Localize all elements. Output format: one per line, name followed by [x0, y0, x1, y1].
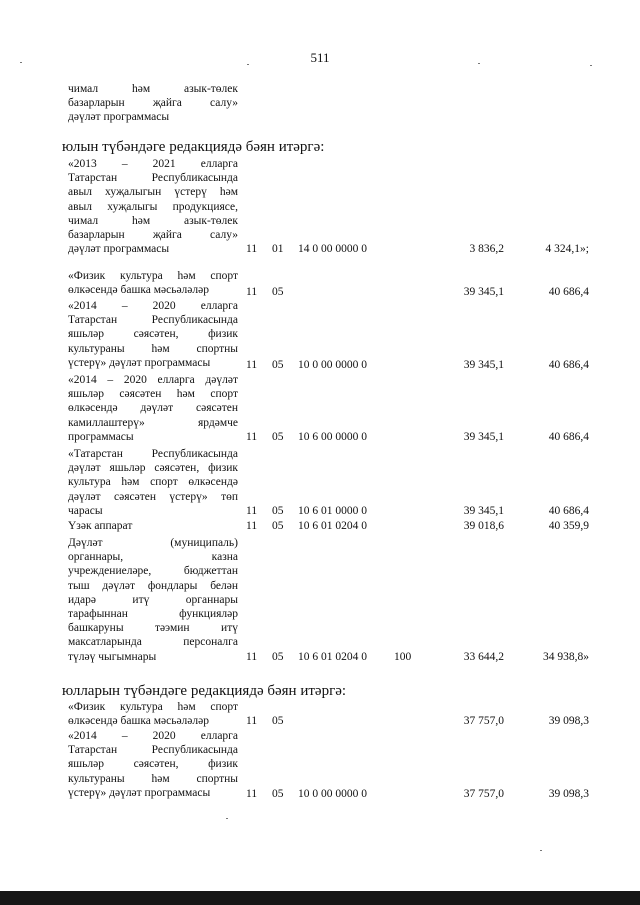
text-line: тарафыннан функцияләр [68, 608, 238, 621]
text-line: «2014 – 2020 елларга дәүләт [68, 374, 238, 386]
amount-year-1: 33 644,2 [463, 651, 504, 663]
text-line: дәүләт сәясәтен үстерү» төп [68, 490, 238, 503]
text-line: чарасы [68, 504, 103, 517]
scan-speck [226, 818, 228, 819]
table-row [0, 504, 640, 518]
section-code: 11 [246, 651, 258, 663]
amount-year-2: 39 098,3 [548, 788, 589, 800]
text-line: Үзәк аппарат [68, 520, 133, 532]
subsection-code: 05 [272, 520, 284, 532]
section2-item-6-name [68, 536, 238, 664]
text-line: программасы [68, 430, 134, 443]
target-article-code: 10 0 00 0000 0 [298, 359, 367, 371]
text-line: Татарстан Республикасында [68, 172, 238, 185]
section-heading-1: юлын түбәндәге редакциядә бәян итәргә: [62, 139, 325, 155]
text-line: өлкәсендә башка мәсьәләләр [68, 715, 209, 728]
subsection-code: 05 [272, 788, 284, 800]
amount-year-2: 4 324,1»; [545, 243, 589, 255]
table-row [0, 714, 640, 728]
text-line: авыл хуҗалыгы продукциясе, [68, 200, 238, 213]
table-row [0, 358, 640, 372]
amount-year-1: 39 345,1 [463, 431, 504, 443]
text-line: «Татарстан Республикасында [68, 448, 238, 460]
section-code: 11 [246, 788, 258, 800]
text-line: авыл хуҗалыгын үстерү һәм [68, 186, 238, 199]
text-line: дәүләт яшьләр сәясәтен, физик [68, 462, 238, 475]
text-line: органнары, казна [68, 551, 238, 564]
text-line: идарә итү органнары [68, 593, 238, 606]
text-line: «2014 – 2020 елларга [68, 730, 238, 742]
text-line: яшьләр сәясәтен, физик [68, 758, 238, 771]
text-line: чимал һәм азык-төлек [68, 214, 238, 227]
target-article-code: 10 6 01 0000 0 [298, 505, 367, 517]
text-line: дәүләт программасы [68, 111, 170, 124]
section-heading-2: юлларын түбәндәге редакциядә бәян итәргә: [62, 683, 347, 699]
text-line: түләү чыгымнары [68, 650, 157, 663]
text-line: Дәүләт (муниципаль) [68, 537, 238, 549]
table-row [0, 242, 640, 256]
section-code: 11 [246, 359, 258, 371]
scan-bottom-edge [0, 891, 640, 905]
text-line: тыш дәүләт фондлары белән [68, 579, 238, 592]
text-line: «2013 – 2021 елларга [68, 158, 238, 170]
text-line: культураны һәм спортны [68, 772, 238, 785]
section-code: 11 [246, 520, 258, 532]
subsection-code: 05 [272, 431, 284, 443]
text-line: чимал һәм азык-төлек [68, 83, 238, 95]
section-code: 11 [246, 286, 258, 298]
text-line: Татарстан Республикасында [68, 744, 238, 757]
text-line: өлкәсендә дәүләт сәясәтен [68, 402, 238, 415]
amount-year-2: 39 098,3 [548, 715, 589, 727]
table-row [0, 519, 640, 533]
section-code: 11 [246, 243, 258, 255]
subsection-code: 05 [272, 715, 284, 727]
amount-year-2: 40 686,4 [548, 286, 589, 298]
text-line: культура һәм спорт өлкәсендә [68, 476, 238, 489]
target-article-code: 14 0 00 0000 0 [298, 243, 367, 255]
amount-year-2: 40 686,4 [548, 431, 589, 443]
amount-year-1: 39 345,1 [463, 286, 504, 298]
expense-type-code: 100 [394, 651, 412, 663]
text-line: башкаруны тәэмин итү [68, 622, 238, 635]
subsection-code: 01 [272, 243, 284, 255]
section-code: 11 [246, 431, 258, 443]
section-code: 11 [246, 505, 258, 517]
text-line: «Физик культура һәм спорт [68, 701, 238, 713]
text-line: Татарстан Республикасында [68, 314, 238, 327]
table-row [0, 787, 640, 801]
scan-speck [247, 64, 249, 65]
target-article-code: 10 0 00 0000 0 [298, 788, 367, 800]
text-line: камиллаштерү» ярдәмче [68, 416, 238, 429]
amount-year-2: 34 938,8» [543, 651, 589, 663]
text-line: культураны һәм спортны [68, 342, 238, 355]
table-row [0, 430, 640, 444]
amount-year-1: 3 836,2 [469, 243, 504, 255]
text-line: үстерү» дәүләт программасы [68, 786, 211, 799]
amount-year-2: 40 686,4 [548, 359, 589, 371]
amount-year-1: 39 345,1 [463, 505, 504, 517]
text-line: базарларын җайга салу» [68, 229, 238, 242]
target-article-code: 10 6 01 0204 0 [298, 520, 367, 532]
target-article-code: 10 6 01 0204 0 [298, 651, 367, 663]
scan-speck [540, 850, 542, 851]
text-line: «2014 – 2020 елларга [68, 300, 238, 312]
text-line: максатларында персоналга [68, 636, 238, 649]
text-line: яшьләр сәясәтен, физик [68, 328, 238, 341]
text-line: «Физик культура һәм спорт [68, 270, 238, 282]
amount-year-1: 39 018,6 [463, 520, 504, 532]
page-number: 511 [310, 50, 330, 65]
target-article-code: 10 6 00 0000 0 [298, 431, 367, 443]
top-fragment [68, 82, 238, 125]
subsection-code: 05 [272, 286, 284, 298]
section-code: 11 [246, 715, 258, 727]
amount-year-1: 39 345,1 [463, 359, 504, 371]
subsection-code: 05 [272, 651, 284, 663]
table-row [0, 650, 640, 664]
scan-speck [20, 62, 22, 63]
amount-year-1: 37 757,0 [463, 715, 504, 727]
scan-speck [590, 65, 592, 66]
table-row [0, 285, 640, 299]
amount-year-1: 37 757,0 [463, 788, 504, 800]
text-line: өлкәсендә башка мәсьәләләр [68, 284, 209, 297]
amount-year-2: 40 359,9 [548, 520, 589, 532]
text-line: яшьләр сәясәтен һәм спорт [68, 388, 238, 401]
amount-year-2: 40 686,4 [548, 505, 589, 517]
text-line: дәүләт программасы [68, 243, 170, 256]
text-line: үстерү» дәүләт программасы [68, 356, 211, 369]
text-line: базарларын җайга салу» [68, 97, 238, 110]
scan-speck [478, 63, 480, 64]
subsection-code: 05 [272, 359, 284, 371]
text-line: учреждениеләре, бюджеттан [68, 565, 238, 578]
subsection-code: 05 [272, 505, 284, 517]
